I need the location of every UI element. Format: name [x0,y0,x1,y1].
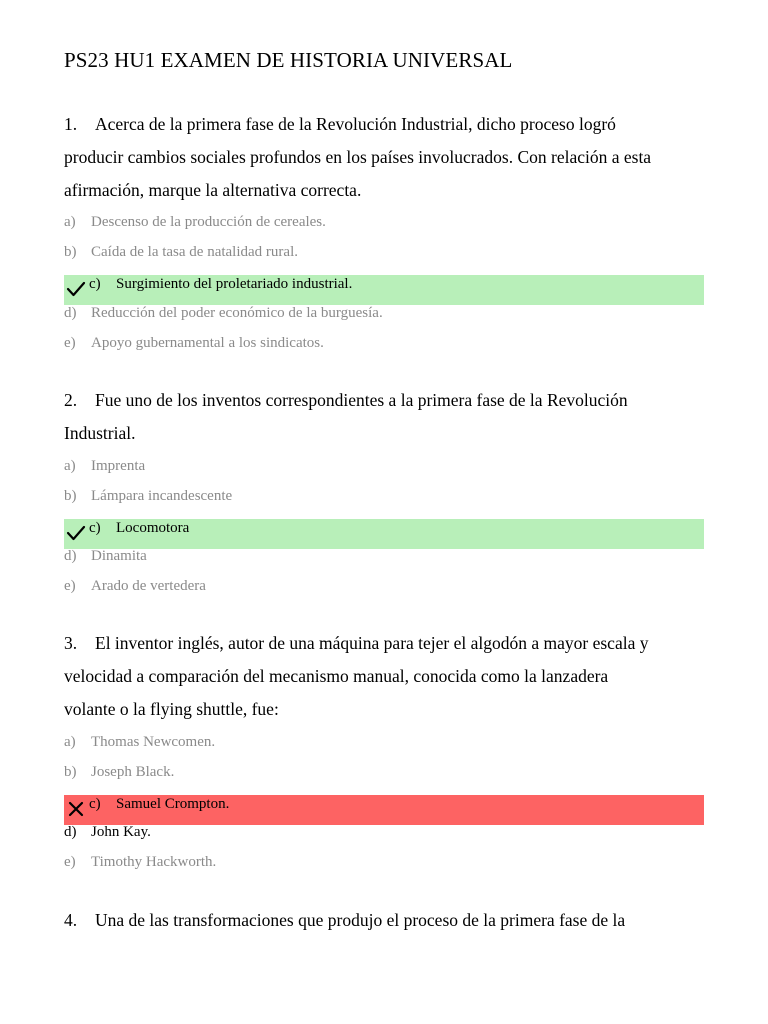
option-letter: c) [89,276,101,292]
option-text: Locomotora [116,520,190,536]
option-letter: d) [64,824,77,840]
question-number: 1. [64,114,78,134]
option-letter: b) [64,244,77,260]
option-text: Apoyo gubernamental a los sindicatos. [91,335,324,351]
answer-option-d [64,542,704,572]
question-text-line: 2. Fue uno de los inventos correspondientes a la primera fase de la Revolución [64,384,674,417]
cross-icon [66,799,86,819]
answer-option-e [64,329,704,359]
answer-option-b [64,482,704,512]
option-text: Samuel Crompton. [116,796,230,812]
answer-option-b [64,238,704,268]
option-letter: c) [89,520,101,536]
option-text: Thomas Newcomen. [91,734,216,750]
question-3 [64,627,674,726]
question-text-line: 3. El inventor inglés, autor de una máquina para tejer el algodón a mayor escala y [64,627,674,660]
option-letter: b) [64,764,77,780]
exam-title: PS23 HU1 EXAMEN DE HISTORIA UNIVERSAL [64,48,513,72]
option-letter: e) [64,578,76,594]
answer-option-a [64,208,704,238]
question-number: 2. [64,390,78,410]
option-text: John Kay. [91,824,151,840]
option-letter: c) [89,796,101,812]
question-text-line: Industrial. [64,423,136,443]
option-text: Arado de vertedera [91,578,206,594]
option-text: Caída de la tasa de natalidad rural. [91,244,298,260]
option-text: Timothy Hackworth. [91,854,217,870]
question-text-line: 1. Acerca de la primera fase de la Revolución Industrial, dicho proceso logró [64,108,674,141]
question-2 [64,384,674,450]
answer-option-a [64,728,704,758]
answer-option-e [64,572,704,602]
question-text-line: producir cambios sociales profundos en los países involucrados. Con relación a esta [64,147,652,167]
answer-option-e [64,848,704,878]
option-letter: e) [64,854,76,870]
answer-option-a [64,452,704,482]
option-letter: e) [64,335,76,351]
option-letter: d) [64,305,77,321]
option-letter: a) [64,214,76,230]
option-letter: b) [64,488,77,504]
question-4 [64,904,674,937]
question-1 [64,108,674,207]
option-text: Dinamita [91,548,147,564]
check-icon [66,279,86,299]
option-text: Joseph Black. [91,764,175,780]
question-number: 4. [64,910,78,930]
question-text-line: afirmación, marque la alternativa correcta. [64,180,362,200]
option-text: Reducción del poder económico de la burguesía. [91,305,383,321]
question-number: 3. [64,633,78,653]
option-text: Surgimiento del proletariado industrial. [116,276,353,292]
question-text-line: velocidad a comparación del mecanismo manual, conocida como la lanzadera [64,666,609,686]
answer-option-b [64,758,704,788]
option-letter: a) [64,458,76,474]
question-text-line: volante o la flying shuttle, fue: [64,699,279,719]
option-text: Imprenta [91,458,146,474]
question-text-line: 4. Una de las transformaciones que produjo el proceso de la primera fase de la [64,904,674,937]
option-letter: a) [64,734,76,750]
option-text: Lámpara incandescente [91,488,233,504]
answer-option-d [64,299,704,329]
option-text: Descenso de la producción de cereales. [91,214,326,230]
answer-option-d-correct-answer [64,818,704,848]
check-icon [66,523,86,543]
option-letter: d) [64,548,77,564]
